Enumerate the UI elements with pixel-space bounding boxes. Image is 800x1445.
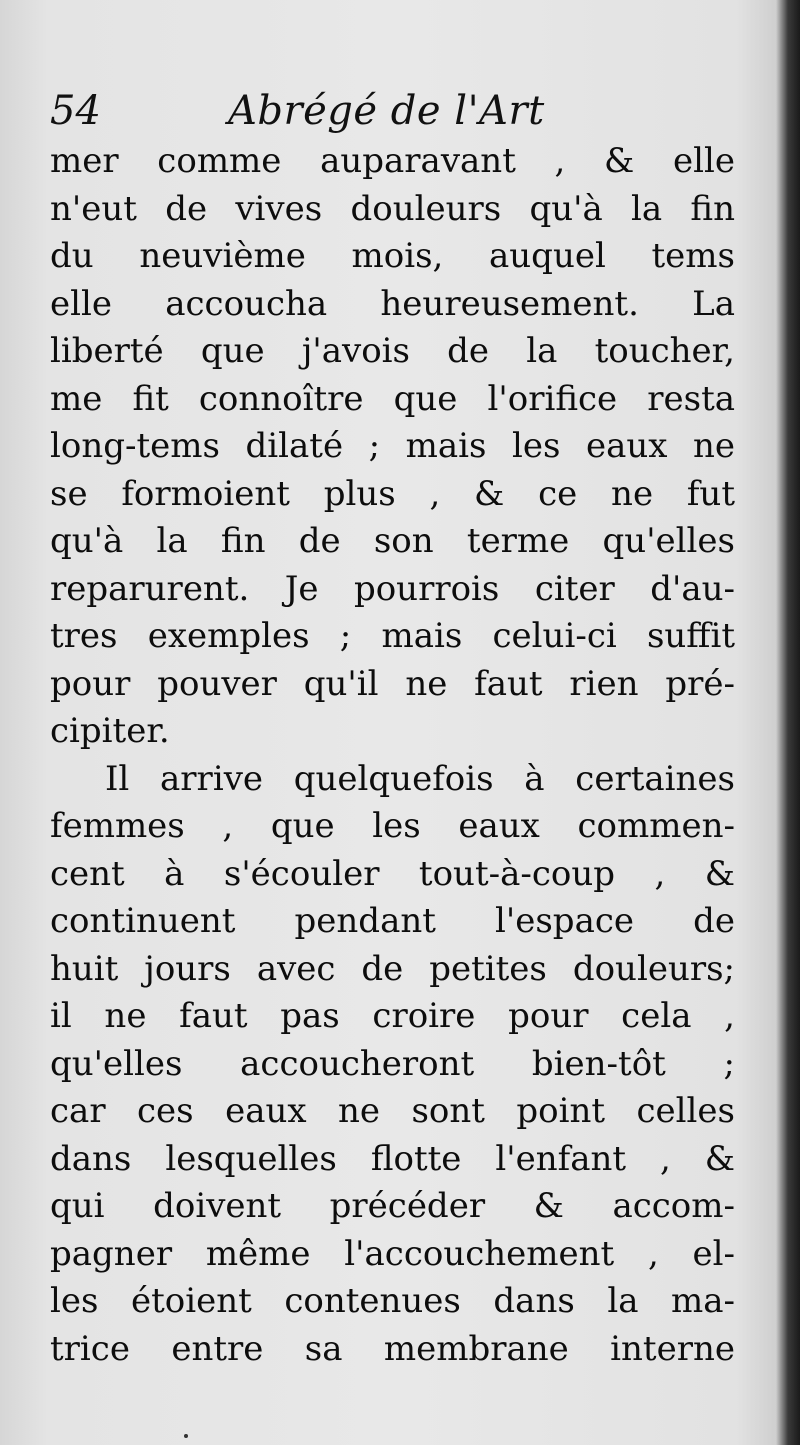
text-line: car ces eaux ne sont point celles — [50, 1091, 735, 1131]
text-line: pour pouver qu'il ne faut rien pré- — [50, 663, 735, 704]
text-line: qu'elles accoucheront bien-tôt ; — [50, 1043, 735, 1084]
text-line: me fit connoître que l'orifice resta — [50, 378, 735, 419]
text-line: qui doivent précéder & accom- — [50, 1186, 735, 1226]
text-line: femmes , que les eaux commen- — [50, 806, 735, 846]
text-line: pagner même l'accouchement , el- — [50, 1233, 735, 1274]
page-number: 54 — [50, 88, 101, 134]
text-line: il ne faut pas croire pour cela , — [50, 996, 735, 1036]
body-text — [50, 138, 735, 1373]
text-line: reparurent. Je pourrois citer d'au- — [50, 568, 735, 609]
text-line: du neuvième mois, auquel tems — [50, 236, 735, 276]
text-line: qu'à la fin de son terme qu'elles — [50, 521, 735, 561]
paragraph-start-line: Il arrive quelquefois à certaines — [105, 758, 735, 799]
text-line: les étoient contenues dans la ma- — [50, 1281, 735, 1321]
text-line: cipiter. — [50, 711, 170, 751]
paper-speck — [184, 1434, 188, 1438]
text-line: tres exemples ; mais celui-ci suffit — [50, 616, 735, 656]
running-head — [50, 88, 750, 138]
text-line: n'eut de vives douleurs qu'à la fin — [50, 188, 735, 229]
text-line: elle accoucha heureusement. La — [50, 283, 735, 324]
text-line: se formoient plus , & ce ne fut — [50, 473, 735, 514]
text-line: trice entre sa membrane interne — [50, 1328, 735, 1369]
text-line: mer comme auparavant , & elle — [50, 141, 735, 181]
text-line: dans lesquelles flotte l'enfant , & — [50, 1138, 735, 1179]
text-line: huit jours avec de petites douleurs; — [50, 948, 735, 989]
text-line: cent à s'écouler tout-à-coup , & — [50, 853, 735, 894]
text-line: long-tems dilaté ; mais les eaux ne — [50, 426, 735, 466]
text-line: liberté que j'avois de la toucher, — [50, 331, 735, 371]
text-line: continuent pendant l'espace de — [50, 901, 735, 941]
running-title: Abrégé de l'Art — [228, 88, 545, 134]
